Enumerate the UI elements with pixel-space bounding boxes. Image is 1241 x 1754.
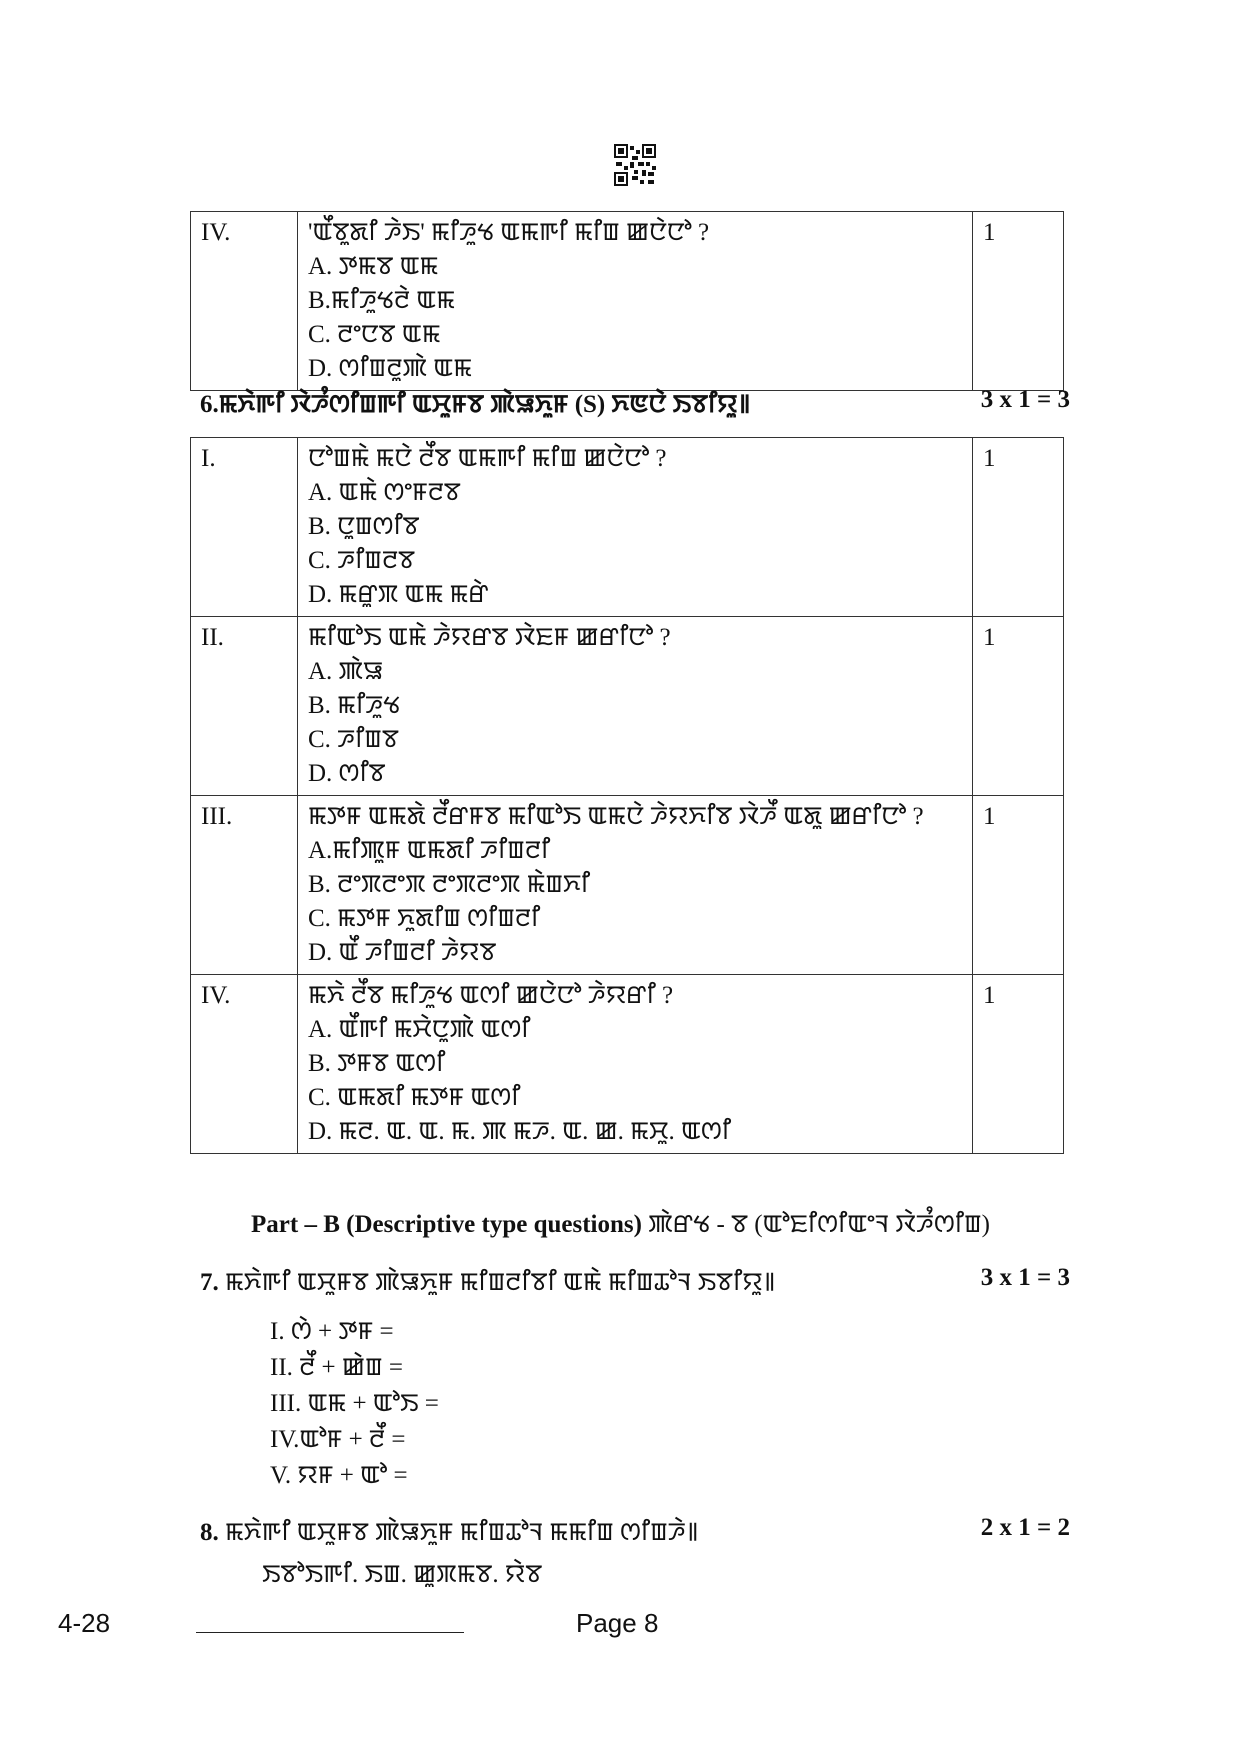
question-cell <box>298 438 973 617</box>
option: C. ꯍꯤꯡꯂꯕ <box>308 547 416 574</box>
option: B. ꯅꯨꯡꯁꯤꯕ <box>308 513 420 540</box>
option: C. ꯍꯤꯡꯕ <box>308 726 399 753</box>
question-7-items <box>270 1314 439 1494</box>
question-table-5-tail <box>190 211 1064 391</box>
list-item: I. ꯁꯥ + ꯇꯝ = <box>270 1318 394 1345</box>
list-item: IV.ꯑꯣꯝ + ꯂꯩ = <box>270 1426 406 1453</box>
option: B.ꯃꯤꯍꯨꯠꯂꯥ ꯑꯃ <box>308 287 456 314</box>
option: A.ꯃꯤꯄꯨꯝ ꯑꯃꯗꯤ ꯍꯤꯡꯂꯤ <box>308 837 551 864</box>
question-7-marks: 3 x 1 = 3 <box>980 1264 1070 1291</box>
option: D. ꯁꯤꯕ <box>308 760 386 787</box>
question-8-label: ꯃꯈꯥꯒꯤ ꯑꯆꯨꯝꯕ ꯄꯥꯎꯈꯨꯝ ꯃꯤꯡꯊꯣꯜ ꯃꯃꯤꯡ ꯁꯤꯡꯍꯥ꯫ <box>225 1519 699 1546</box>
table-row <box>191 438 1064 617</box>
marks-cell: 1 <box>973 617 1064 796</box>
option: D. ꯑꯩ ꯍꯤꯡꯂꯤ ꯍꯥꯌꯕ <box>308 939 497 966</box>
option: A. ꯑꯩꯒꯤ ꯃꯆꯥꯅꯨꯄꯥ ꯑꯁꯤ <box>308 1016 531 1043</box>
part-b-heading <box>0 1206 1241 1241</box>
question-cell <box>298 975 973 1154</box>
part-b-alt-title: ꯄꯥꯔꯠ - ꯕ (ꯑꯣꯐꯤꯁꯤꯑꯦꯜ ꯋꯥꯍꯪꯁꯤꯡ) <box>648 1211 990 1238</box>
question-6-marks: 3 x 1 = 3 <box>980 386 1070 413</box>
marks-cell: 1 <box>973 796 1064 975</box>
question-7-label: ꯃꯈꯥꯒꯤ ꯑꯆꯨꯝꯕ ꯄꯥꯎꯈꯨꯝ ꯃꯤꯡꯂꯤꯕꯤ ꯑꯃꯥ ꯃꯤꯡꯊꯣꯜ ꯏꯕꯤꯌꯨ꯫ <box>225 1269 776 1296</box>
question-6-label: 6.ꯃꯈꯥꯒꯤ ꯋꯥꯍꯪꯁꯤꯡꯒꯤ ꯑꯆꯨꯝꯕ ꯄꯥꯎꯈꯨꯝ (S) ꯈꯟꯅꯥ ꯏꯕꯤꯌꯨ꯫ <box>200 391 751 418</box>
question-7-number: 7. <box>200 1269 219 1296</box>
part-b-title: Part – B (Descriptive type questions) <box>251 1211 642 1238</box>
marks-cell: 1 <box>973 975 1064 1154</box>
option: D. ꯃꯂ. ꯑ. ꯑ. ꯃ. ꯄ ꯃꯍ. ꯑ. ꯀ. ꯃꯆꯨ. ꯑꯁꯤ <box>308 1118 732 1145</box>
option: B. ꯃꯤꯍꯨꯠ <box>308 692 401 719</box>
marks-cell: 1 <box>973 212 1064 391</box>
question-cell <box>298 212 973 391</box>
question-text: ꯃꯇꯝ ꯑꯃꯗꯥ ꯂꯩꯔꯝꯕ ꯃꯤꯑꯣꯏ ꯑꯃꯅꯥ ꯍꯥꯌꯈꯤꯕ ꯋꯥꯍꯩ ꯑꯗꯨ ꯀꯔꯤꯅꯣ ? <box>308 803 924 830</box>
question-text: ꯃꯤꯑꯣꯏ ꯑꯃꯥ ꯍꯥꯌꯔꯕ ꯋꯥꯐꯝ ꯀꯔꯤꯅꯣ ? <box>308 624 671 651</box>
option: B. ꯂꯦꯞꯂꯦꯞ ꯂꯦꯞꯂꯦꯞ ꯃꯥꯡꯈꯤ <box>308 871 591 898</box>
option: C. ꯃꯇꯝ ꯈꯨꯗꯤꯡ ꯁꯤꯡꯂꯤ <box>308 905 541 932</box>
question-text: ꯃꯈꯥ ꯂꯩꯕ ꯃꯤꯍꯨꯠ ꯑꯁꯤ ꯀꯅꯥꯅꯣ ꯍꯥꯌꯔꯤ ? <box>308 982 674 1009</box>
marks-cell: 1 <box>973 438 1064 617</box>
question-number: II. <box>191 617 298 796</box>
question-number: III. <box>191 796 298 975</box>
list-item: III. ꯑꯃ + ꯑꯣꯏ = <box>270 1390 439 1417</box>
option: A. ꯑꯃꯥ ꯁꯦꯝꯂꯕ <box>308 479 461 506</box>
footer-code: 4-28 <box>58 1608 111 1638</box>
option: C. ꯂꯦꯅꯕ ꯑꯃ <box>308 321 441 348</box>
question-7-text <box>200 1264 775 1299</box>
option: D. ꯁꯤꯡꯂꯨꯄꯥ ꯑꯃ <box>308 355 472 382</box>
option: A. ꯇꯃꯕ ꯑꯃ <box>308 253 439 280</box>
question-8-words: ꯏꯕꯣꯏꯒꯤ. ꯏꯡ. ꯀꯨꯞꯃꯕ. ꯌꯥꯕ <box>262 1561 543 1588</box>
list-item: II. ꯂꯩ + ꯀꯥꯡ = <box>270 1354 403 1381</box>
qr-code-icon <box>614 144 656 186</box>
question-8-number: 8. <box>200 1519 219 1546</box>
question-cell <box>298 796 973 975</box>
question-8-heading <box>200 1514 1070 1549</box>
question-8-marks: 2 x 1 = 2 <box>980 1514 1070 1541</box>
question-text: ꯅꯣꯡꯃꯥ ꯃꯅꯥ ꯂꯩꯕ ꯑꯃꯒꯤ ꯃꯤꯡ ꯀꯅꯥꯅꯣ ? <box>308 445 667 472</box>
question-8-text <box>200 1514 698 1549</box>
page-number: Page 8 <box>576 1608 659 1638</box>
question-cell <box>298 617 973 796</box>
table-row <box>191 617 1064 796</box>
question-number: IV. <box>191 212 298 391</box>
option: A. ꯄꯥꯎ <box>308 658 384 685</box>
option: B. ꯇꯝꯕ ꯑꯁꯤ <box>308 1050 446 1077</box>
table-row <box>191 212 1064 391</box>
question-text: 'ꯑꯩꯕꯨꯗꯤ ꯍꯥꯏ' ꯃꯤꯍꯨꯠ ꯑꯃꯒꯤ ꯃꯤꯡ ꯀꯅꯥꯅꯣ ? <box>308 219 710 246</box>
option: D. ꯃꯔꯨꯞ ꯑꯃ ꯃꯔꯥ <box>308 581 489 608</box>
table-row <box>191 975 1064 1154</box>
question-number: IV. <box>191 975 298 1154</box>
question-7-heading <box>200 1264 1070 1299</box>
option: C. ꯑꯃꯗꯤ ꯃꯇꯝ ꯑꯁꯤ <box>308 1084 521 1111</box>
question-table-6 <box>190 437 1064 1154</box>
list-item: V. ꯌꯝ + ꯑꯣ = <box>270 1462 408 1489</box>
question-6-heading <box>200 386 1070 421</box>
question-number: I. <box>191 438 298 617</box>
table-row <box>191 796 1064 975</box>
footer-divider <box>196 1632 464 1633</box>
